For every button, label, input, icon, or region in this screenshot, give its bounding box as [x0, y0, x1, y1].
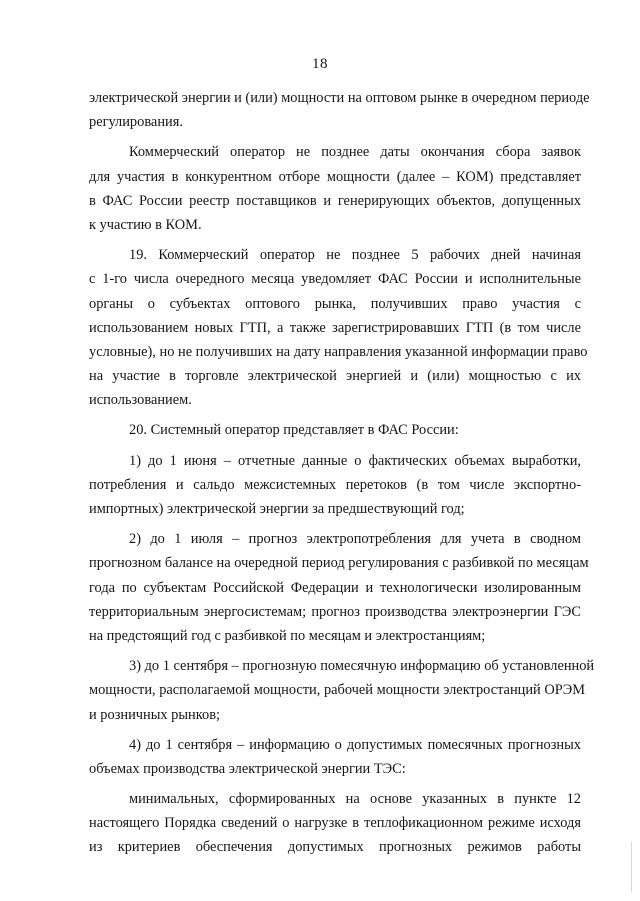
text-line: к участию в КОМ. [89, 216, 202, 233]
scan-edge-mark [631, 842, 632, 892]
paragraph [89, 527, 589, 648]
text-line: с 1-го числа очередного месяца уведомляет ФАС России и исполнительные [89, 271, 581, 288]
text-line: прогнозном балансе на очередной период регулирования с разбивкой по месяцам [89, 555, 589, 572]
document-body [89, 86, 595, 860]
page-number: 18 [312, 56, 328, 72]
text-line: объемах производства электрической энергии ТЭС: [89, 760, 406, 777]
text-line: 20. Системный оператор представляет в ФАС России: [129, 422, 459, 439]
text-line: мощности, располагаемой мощности, рабочей мощности электростанций ОРЭМ [89, 682, 586, 699]
paragraph [89, 140, 581, 237]
text-line: использованием. [89, 392, 192, 409]
paragraph [89, 86, 590, 134]
text-line: условные), но не получивших на дату направления указанной информации право [89, 343, 588, 360]
text-line: органы о субъектах оптового рынка, получивших право участия с [89, 295, 581, 312]
text-line: из критериев обеспечения допустимых прогнозных режимов работы [89, 839, 581, 856]
text-line: минимальных, сформированных на основе указанных в пункте 12 [129, 791, 581, 808]
text-line: территориальным энергосистемам; прогноз производства электроэнергии ГЭС [89, 603, 581, 620]
text-line: в ФАС России реестр поставщиков и генерирующих объектов, допущенных [89, 192, 581, 209]
text-line: 3) до 1 сентября – прогнозную помесячную информацию об установленной [129, 658, 595, 675]
text-line: года по субъектам Российской Федерации и технологически изолированным [89, 579, 581, 596]
paragraph [89, 733, 581, 781]
text-line: на предстоящий год с разбивкой по месяцам и электростанциям; [89, 627, 486, 644]
paragraph [89, 418, 581, 442]
text-line: использованием новых ГТП, а также зарегистрировавших ГТП (в том числе [89, 319, 581, 336]
text-line: 1) до 1 июня – отчетные данные о фактических объемах выработки, [129, 452, 581, 469]
text-line: и розничных рынков; [89, 706, 220, 723]
text-line: для участия в конкурентном отборе мощности (далее – КОМ) представляет [89, 168, 581, 185]
paragraph [89, 787, 581, 860]
text-line: на участие в торговле электрической энергией и (или) мощностью с их [89, 368, 581, 385]
paragraph [89, 449, 581, 522]
text-line: регулирования. [89, 114, 183, 131]
paragraph [89, 243, 588, 412]
text-line: 4) до 1 сентября – информацию о допустимых помесячных прогнозных [129, 736, 581, 753]
text-line: настоящего Порядка сведений о нагрузке в теплофикационном режиме исходя [89, 815, 581, 832]
text-line: Коммерческий оператор не позднее даты окончания сбора заявок [129, 144, 581, 161]
text-line: 2) до 1 июля – прогноз электропотребления для учета в сводном [129, 531, 581, 548]
text-line: импортных) электрической энергии за предшествующий год; [89, 501, 465, 517]
text-line: потребления и сальдо межсистемных перетоков (в том числе экспортно- [89, 476, 581, 493]
text-line: 19. Коммерческий оператор не позднее 5 рабочих дней начиная [129, 247, 581, 264]
paragraph [89, 654, 595, 727]
text-line: электрической энергии и (или) мощности на оптовом рынке в очередном периоде [89, 90, 590, 106]
